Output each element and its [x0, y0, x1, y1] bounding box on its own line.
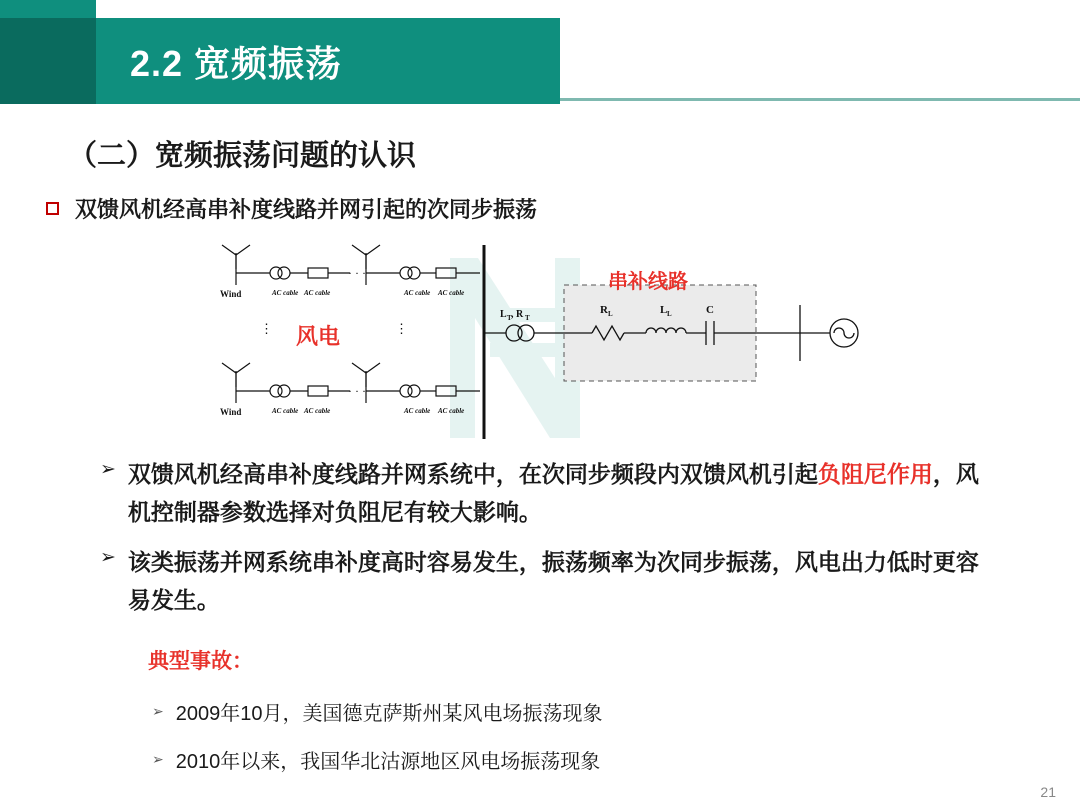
svg-text:AC cable: AC cable [404, 289, 431, 297]
svg-text:AC cable: AC cable [404, 407, 431, 415]
sub-arrow-bullet-icon: ➢ [152, 703, 164, 719]
slide-header [0, 0, 1080, 104]
section-title: （二）宽频振荡问题的认识 [68, 140, 417, 172]
svg-text:AC cable: AC cable [304, 407, 331, 415]
svg-text:⋮: ⋮ [260, 321, 273, 336]
svg-text:AC cable: AC cable [304, 289, 331, 297]
bullet-point-2-text: 该类振荡并网系统串补度高时容易发生，振荡频率为次同步振荡，风电出力低时更容易发生。 [127, 549, 979, 613]
svg-text:AC cable: AC cable [438, 407, 465, 415]
svg-text:AC cable: AC cable [272, 289, 299, 297]
wind-farm-label: 风电 [296, 324, 341, 349]
case-item-1 [152, 697, 602, 726]
bullet-point-1 [100, 455, 990, 531]
page-number: 21 [1040, 784, 1056, 800]
svg-text:AC cable: AC cable [438, 289, 465, 297]
bullet-point-1-text: 双馈风机经高串补度线路并网系统中，在次同步频段内双馈风机引起负阻尼作用，风机控制器参数选择对负阻尼有较大影响。 [127, 461, 979, 525]
header-underline [560, 98, 1080, 101]
header-dark-block [0, 18, 96, 104]
case-item-2 [152, 745, 600, 774]
case-section-title: 典型事故： [148, 650, 253, 673]
series-compensation-label: 串补线路 [608, 271, 688, 293]
svg-text:· · ·: · · · [348, 384, 366, 398]
svg-text:T: T [525, 314, 530, 322]
svg-text:, R: , R [511, 309, 524, 320]
svg-text:· · ·: · · · [348, 266, 366, 280]
square-bullet-icon [46, 202, 59, 215]
case-item-1-text: 2009年10月，美国德克萨斯州某风电场振荡现象 [175, 703, 603, 725]
arrow-bullet-icon: ➢ [100, 459, 116, 480]
svg-text:C: C [706, 304, 714, 316]
svg-text:AC cable: AC cable [272, 407, 299, 415]
svg-text:L: L [667, 310, 672, 318]
bullet-point-2 [100, 543, 990, 619]
case-item-2-text: 2010年以来，我国华北沽源地区风电场振荡现象 [175, 751, 601, 773]
svg-text:L: L [608, 310, 613, 318]
arrow-bullet-icon: ➢ [100, 547, 116, 568]
svg-text:⋮: ⋮ [395, 321, 408, 336]
svg-text:Wind: Wind [220, 407, 242, 417]
svg-text:T: T [507, 314, 512, 322]
sub-arrow-bullet-icon: ➢ [152, 751, 164, 767]
primary-bullet [46, 193, 537, 224]
header-accent-block [0, 0, 96, 18]
svg-text:Wind: Wind [220, 289, 242, 299]
svg-text:R: R [600, 304, 608, 316]
svg-text:L: L [500, 309, 507, 320]
page-title: 2.2 宽频振荡 [130, 43, 343, 84]
svg-text:L: L [660, 304, 668, 316]
primary-bullet-label: 双馈风机经高串补度线路并网引起的次同步振荡 [75, 197, 538, 222]
